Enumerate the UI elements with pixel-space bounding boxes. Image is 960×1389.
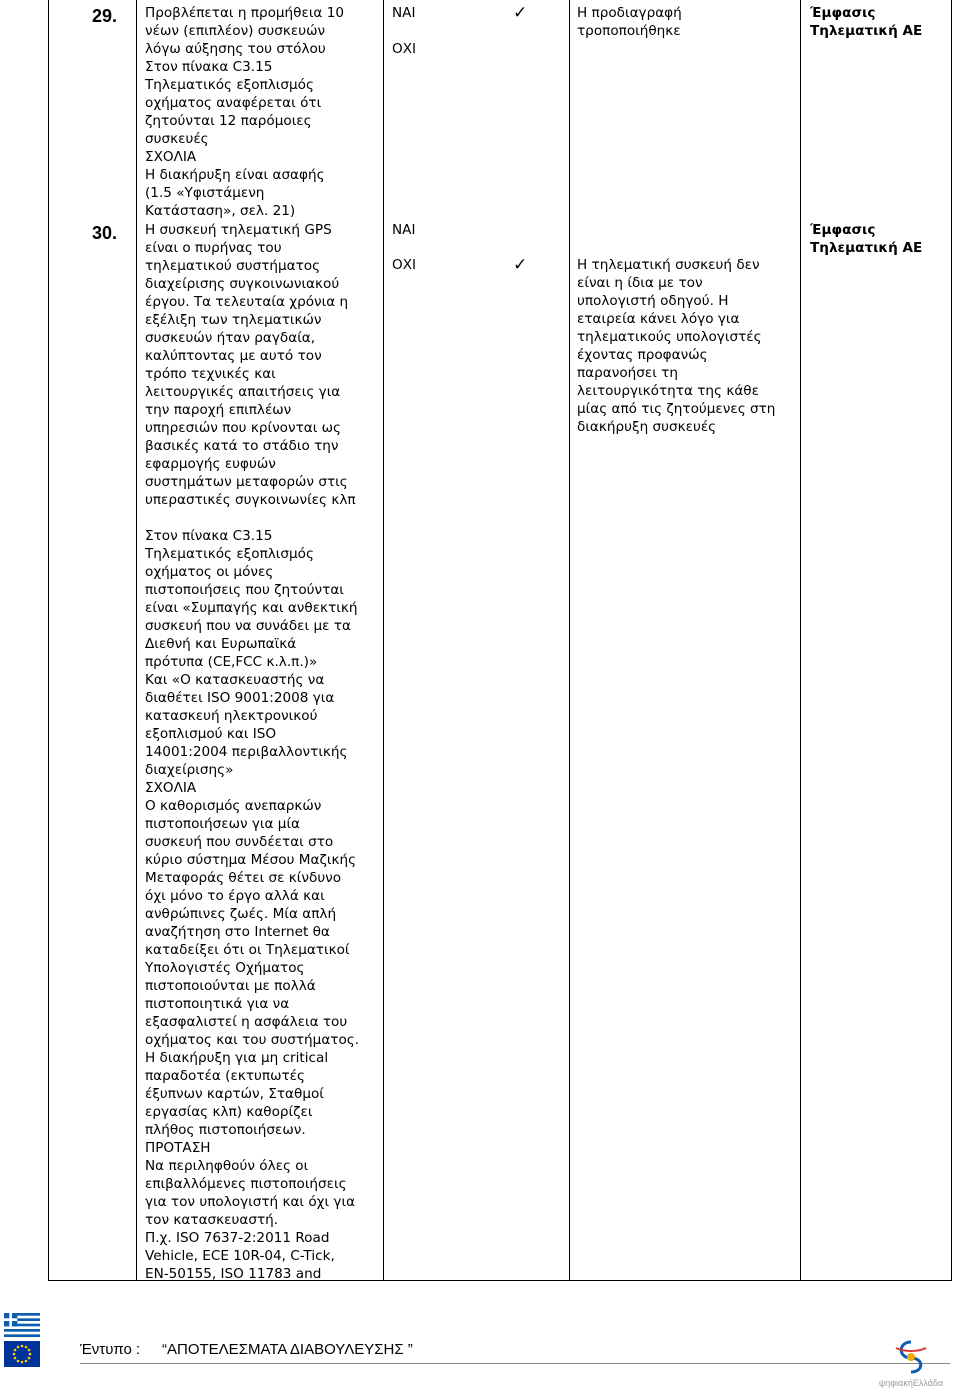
table-divider-2 xyxy=(383,0,384,1281)
table-divider-3 xyxy=(569,0,570,1281)
yes-label: ΝΑΙ xyxy=(392,222,416,238)
comment-text-continued: Στον πίνακα C3.15 Τηλεματικός εξοπλισμός οχήματος οι μόνες πιστοποιήσεις που ζητούνται είναι «Συμπαγής και ανθεκτική συσκευή που να συνάδει με τα Διεθνή και Ευρωπαϊκά πρότυπα (CE,FCC κ.λ.π.)» Και «Ο κατασκευαστής να διαθέτει ISO 9001:2008 για κατασκευή ηλεκτρονικού εξοπλισμού και ISO 14001:2004 περιβαλλοντικής διαχείρισης» ΣΧΟΛΙΑ Ο καθορισμός ανεπαρκών πιστοποιήσεων για μία συσκευή που συνδέεται στο κύριο σύστημα Μέσου Μαζικής Μεταφοράς θέτει σε κίνδυνο όχι μόνο το έργο αλλά και ανθρώπινες ζωές. Μία απλή αναζήτηση στο Internet θα καταδείξει ότι οι Τηλεματικοί Υπολογιστές Οχήματος πιστοποιούνται με πολλά πιστοποιητικά για να εξασφαλιστεί η ασφάλεια του οχήματος και του συστήματος. Η διακήρυξη για μη critical παραδοτέα (εκτυπωτές έξυπνων καρτών, Σταθμοί εργασίας κλπ) καθορίζει πλήθος πιστοποιήσεων. ΠΡΟΤΑΣΗ Να περιληφθούν όλες οι επιβαλλόμενες πιστοποιήσεις για τον υπολογιστή και όχι για τον κατασκευαστή. Π.χ. ISO 7637-2:2011 Road Vehicle, ECE 10R-04, C-Tick, EN-50155, ISO 11783 and xyxy=(145,528,360,1282)
checkmark-icon: ✓ xyxy=(513,255,528,275)
form-title: “ΑΠΟΤΕΛΕΣΜΑΤΑ ΔΙΑΒΟΥΛΕΥΣΗΣ ” xyxy=(162,1341,413,1358)
yes-label: ΝΑΙ xyxy=(392,5,416,21)
response-note: Η τηλεματική συσκευή δεν είναι η ίδια με τον υπολογιστή οδηγού. Η εταιρεία κάνει λόγο για τηλεματικούς υπολογιστές έχοντας προφανώς παρανοήσει τη λειτουργικότητα της κάθε μίας από τις ζητούμενες στη διακήρυξη συσκευές xyxy=(577,257,776,435)
checkmark-icon: ✓ xyxy=(513,3,528,23)
digital-greece-logo xyxy=(868,1338,954,1386)
greek-flag-icon xyxy=(4,1313,40,1337)
no-label: ΟΧΙ xyxy=(392,257,417,273)
submitter-name: Έμφασις Τηλεματική ΑΕ xyxy=(810,222,923,256)
eu-flag-icon xyxy=(4,1341,40,1367)
response-note: Η προδιαγραφή τροποποιήθηκε xyxy=(577,5,682,39)
no-label: ΟΧΙ xyxy=(392,41,417,57)
table-divider-1 xyxy=(136,0,137,1281)
form-label: Έντυπο : xyxy=(80,1341,141,1358)
row-number: 29. xyxy=(92,6,118,26)
footer-divider xyxy=(80,1363,950,1364)
comment-text: Η συσκευή τηλεματική GPS είναι ο πυρήνας του τηλεματικού συστήματος διαχείρισης συγκοινωνιακού έργου. Τα τελευταία χρόνια η εξέλιξη των τηλεματικών συσκευών ήταν ραγδαία, καλύπτοντας με αυτό τον τρόπο τεχνικές και λειτουργικές απαιτήσεις για την παροχή επιπλέων υπηρεσιών που κρίνονται ως βασικές κατά το στάδιο την εφαρμογής ευφυών συστημάτων μεταφορών στις υπεραστικές συγκοινωνίες κλπ xyxy=(145,222,356,508)
table-border-right xyxy=(951,0,952,1281)
table-divider-4 xyxy=(800,0,801,1281)
logo-text: ψηφιακήΕλλάδα xyxy=(878,1378,944,1388)
comment-text: Προβλέπεται η προμήθεια 10 νέων (επιπλέον) συσκευών λόγω αύξησης του στόλου Στον πίνακα C3.15 Τηλεματικός εξοπλισμός οχήματος αναφέρεται ότι ζητούνται 12 παρόμοιες συσκευές ΣΧΟΛΙΑ Η διακήρυξη είναι ασαφής (1.5 «Υφιστάμενη Κατάσταση», σελ. 21) xyxy=(145,5,345,219)
table-border-left xyxy=(48,0,49,1281)
row-number: 30. xyxy=(92,223,118,243)
submitter-name: Έμφασις Τηλεματική ΑΕ xyxy=(810,5,923,39)
